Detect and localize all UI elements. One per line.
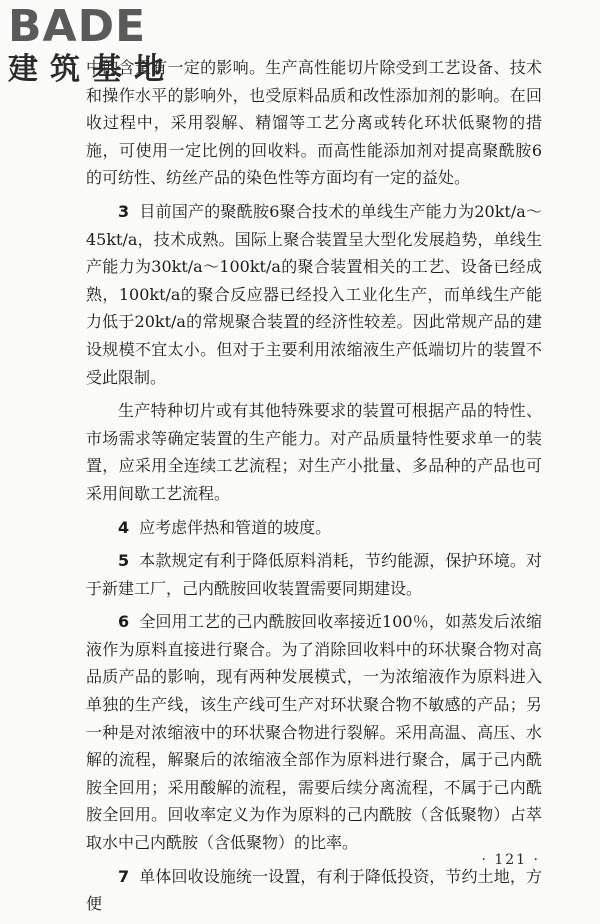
- paragraph-item-6: [86, 608, 542, 856]
- watermark-cjk-text: 建筑基地: [8, 52, 176, 87]
- paragraph-item-3: [86, 198, 542, 391]
- paragraph-item-7: [86, 863, 542, 918]
- paragraph-text: 本款规定有利于降低原料消耗，节约能源，保护环境。对于新建工厂，己内酰胺回收装置需要同期建设。: [86, 551, 542, 598]
- item-number: 7: [118, 866, 130, 886]
- paragraph-item-3-followup: [86, 397, 542, 507]
- paragraph-item-4: [86, 514, 542, 542]
- item-number: 5: [118, 551, 130, 571]
- page-number: · 121 ·: [481, 852, 540, 868]
- watermark-latin-text: BADE: [8, 1, 147, 52]
- paragraph-text: 生产特种切片或有其他特殊要求的装置可根据产品的特性、市场需求等确定装置的生产能力。对产品质量特性要求单一的装置，应采用全连续工艺流程；对生产小批量、多品种的产品也可采用间歇工艺流程。: [86, 401, 542, 503]
- item-number: 4: [118, 517, 130, 537]
- document-body: [86, 54, 542, 924]
- paragraph-text: 目前国产的聚酰胺6聚合技术的单线生产能力为20kt/a～45kt/a，技术成熟。国际上聚合装置呈大型化发展趋势，单线生产能力为30kt/a～100kt/a的聚合装置相关的工艺、设备已经成熟，100kt/a的聚合反应器已经投入工业化生产，而单线生产能力低于20kt/a的常规聚合装置的经济性较差。因此常规产品的建设规模不宜太小。但对于主要利用浓缩液生产低端切片的装置不受此限制。: [86, 201, 542, 387]
- paragraph-text: 全回用工艺的己内酰胺回收率接近100％，如蒸发后浓缩液作为原料直接进行聚合。为了消除回收料中的环状聚合物对高品质产品的影响，现有两种发展模式，一为浓缩液作为原料进入单独的生产线，该生产线可生产对环状聚合物不敏感的产品；另一种是对浓缩液中的环状聚合物进行裂解。采用高温、高压、水解的流程，解聚后的浓缩液全部作为原料进行聚合，属于己内酰胺全回用；采用酸解的流程，需要后续分离流程，不属于己内酰胺全回用。回收率定义为作为原料的己内酰胺（含低聚物）占萃取水中己内酰胺（含低聚物）的比率。: [86, 612, 542, 853]
- item-number: 6: [118, 612, 130, 632]
- paragraph-text: 单体回收设施统一设置，有利于降低投资，节约土地，方便: [86, 866, 542, 914]
- paragraph-text: 应考虑伴热和管道的坡度。: [139, 517, 332, 537]
- item-number: 3: [118, 201, 130, 221]
- watermark-logo: [8, 1, 180, 94]
- paragraph-text: 中的含量有一定的影响。生产高性能切片除受到工艺设备、技术和操作水平的影响外，也受原料品质和改性添加剂的影响。在回收过程中，采用裂解、精馏等工艺分离或转化环状低聚物的措施，可使用一定比例的回收料。而高性能添加剂对提高聚酰胺6的可纺性、纺丝产品的染色性等方面均有一定的益处。: [86, 58, 542, 188]
- paragraph-item-5: [86, 547, 542, 602]
